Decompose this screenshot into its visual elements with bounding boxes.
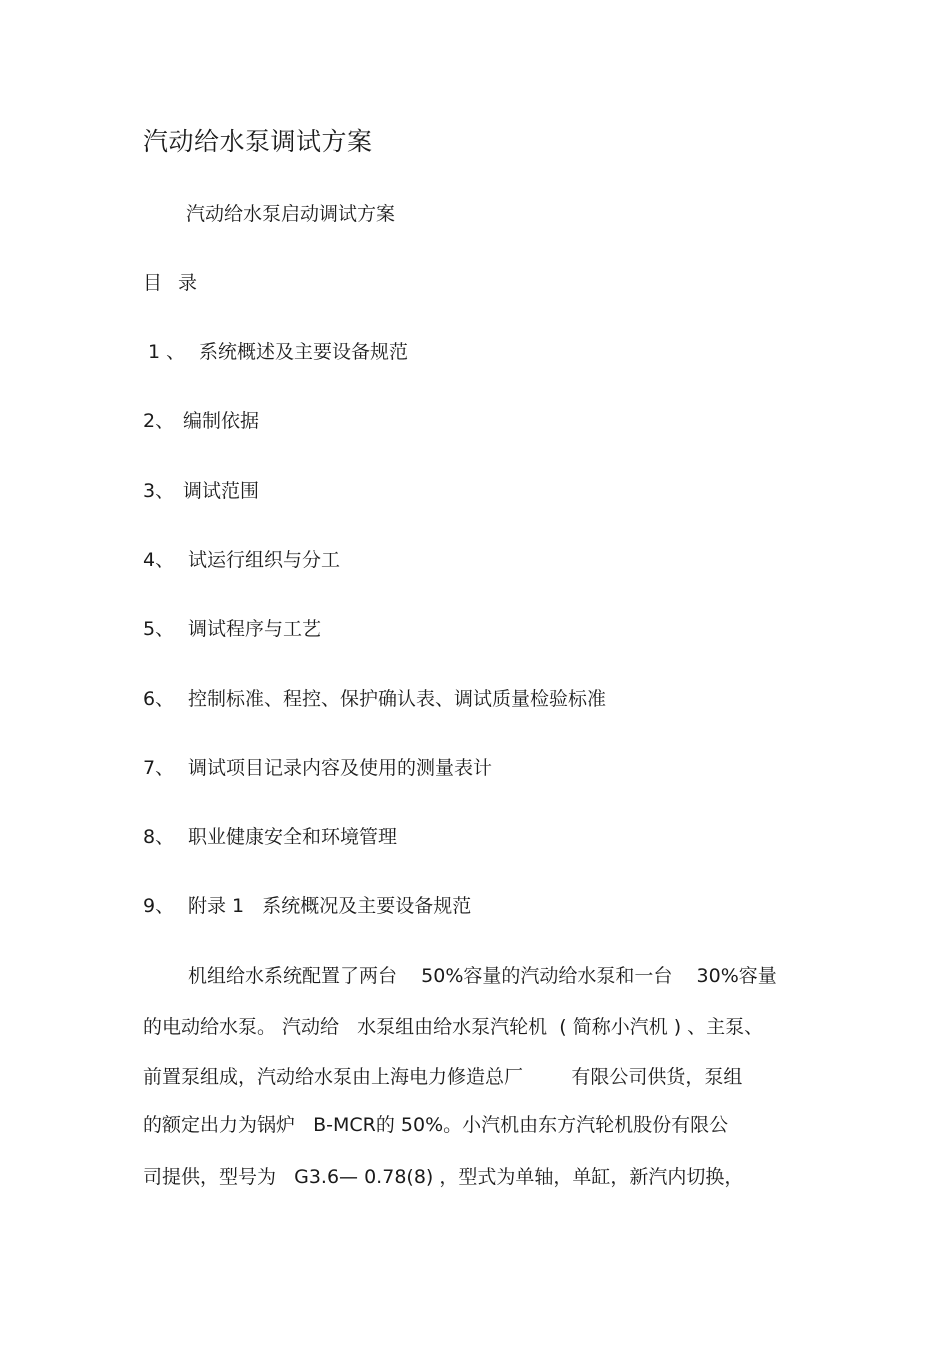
document-title: 汽动给水泵调试方案 (143, 127, 373, 156)
body-paragraph-line: 前置泵组成，汽动给水泵由上海电力修造总厂 有限公司供货，泵组 (143, 1066, 743, 1088)
toc-heading: 目 录 (143, 272, 198, 294)
toc-item (143, 614, 321, 641)
toc-item-text: 编制依据 (183, 410, 260, 432)
toc-item-number: 3、 (143, 480, 175, 502)
toc-item (143, 545, 340, 572)
toc-item-number: 1 、 (148, 341, 186, 363)
toc-item (143, 891, 471, 918)
toc-item-number: 8、 (143, 826, 175, 848)
toc-item (143, 476, 259, 503)
toc-item-text: 系统概述及主要设备规范 (199, 341, 409, 363)
toc-item-text: 附录 1 系统概况及主要设备规范 (188, 895, 472, 917)
toc-item (143, 822, 397, 849)
toc-item-number: 7、 (143, 757, 175, 779)
toc-item-text: 调试范围 (183, 480, 260, 502)
toc-item (143, 684, 606, 711)
toc-item-number: 5、 (143, 618, 175, 640)
body-paragraph-line: 机组给水系统配置了两台 50%容量的汽动给水泵和一台 30%容量 (188, 965, 777, 987)
toc-item (143, 406, 259, 433)
toc-item-text: 职业健康安全和环境管理 (188, 826, 398, 848)
body-paragraph-line: 的电动给水泵。 汽动给 水泵组由给水泵汽轮机 ( 简称小汽机 ) 、主泵、 (143, 1016, 764, 1038)
document-subtitle: 汽动给水泵启动调试方案 (186, 203, 396, 225)
toc-item-number: 9、 (143, 895, 175, 917)
body-paragraph-line: 司提供，型号为 G3.6— 0.78(8) ，型式为单轴，单缸，新汽内切换， (143, 1166, 744, 1188)
toc-item (143, 753, 492, 780)
toc-item-number: 6、 (143, 688, 175, 710)
toc-item-text: 调试项目记录内容及使用的测量表计 (188, 757, 493, 779)
toc-item-number: 4、 (143, 549, 175, 571)
toc-item-text: 控制标准、程控、保护确认表、调试质量检验标准 (188, 688, 607, 710)
toc-item-number: 2、 (143, 410, 175, 432)
body-paragraph-line: 的额定出力为锅炉 B-MCR的 50%。小汽机由东方汽轮机股份有限公 (143, 1114, 729, 1136)
toc-item-text: 试运行组织与分工 (188, 549, 341, 571)
toc-item (148, 337, 408, 364)
toc-item-text: 调试程序与工艺 (188, 618, 322, 640)
